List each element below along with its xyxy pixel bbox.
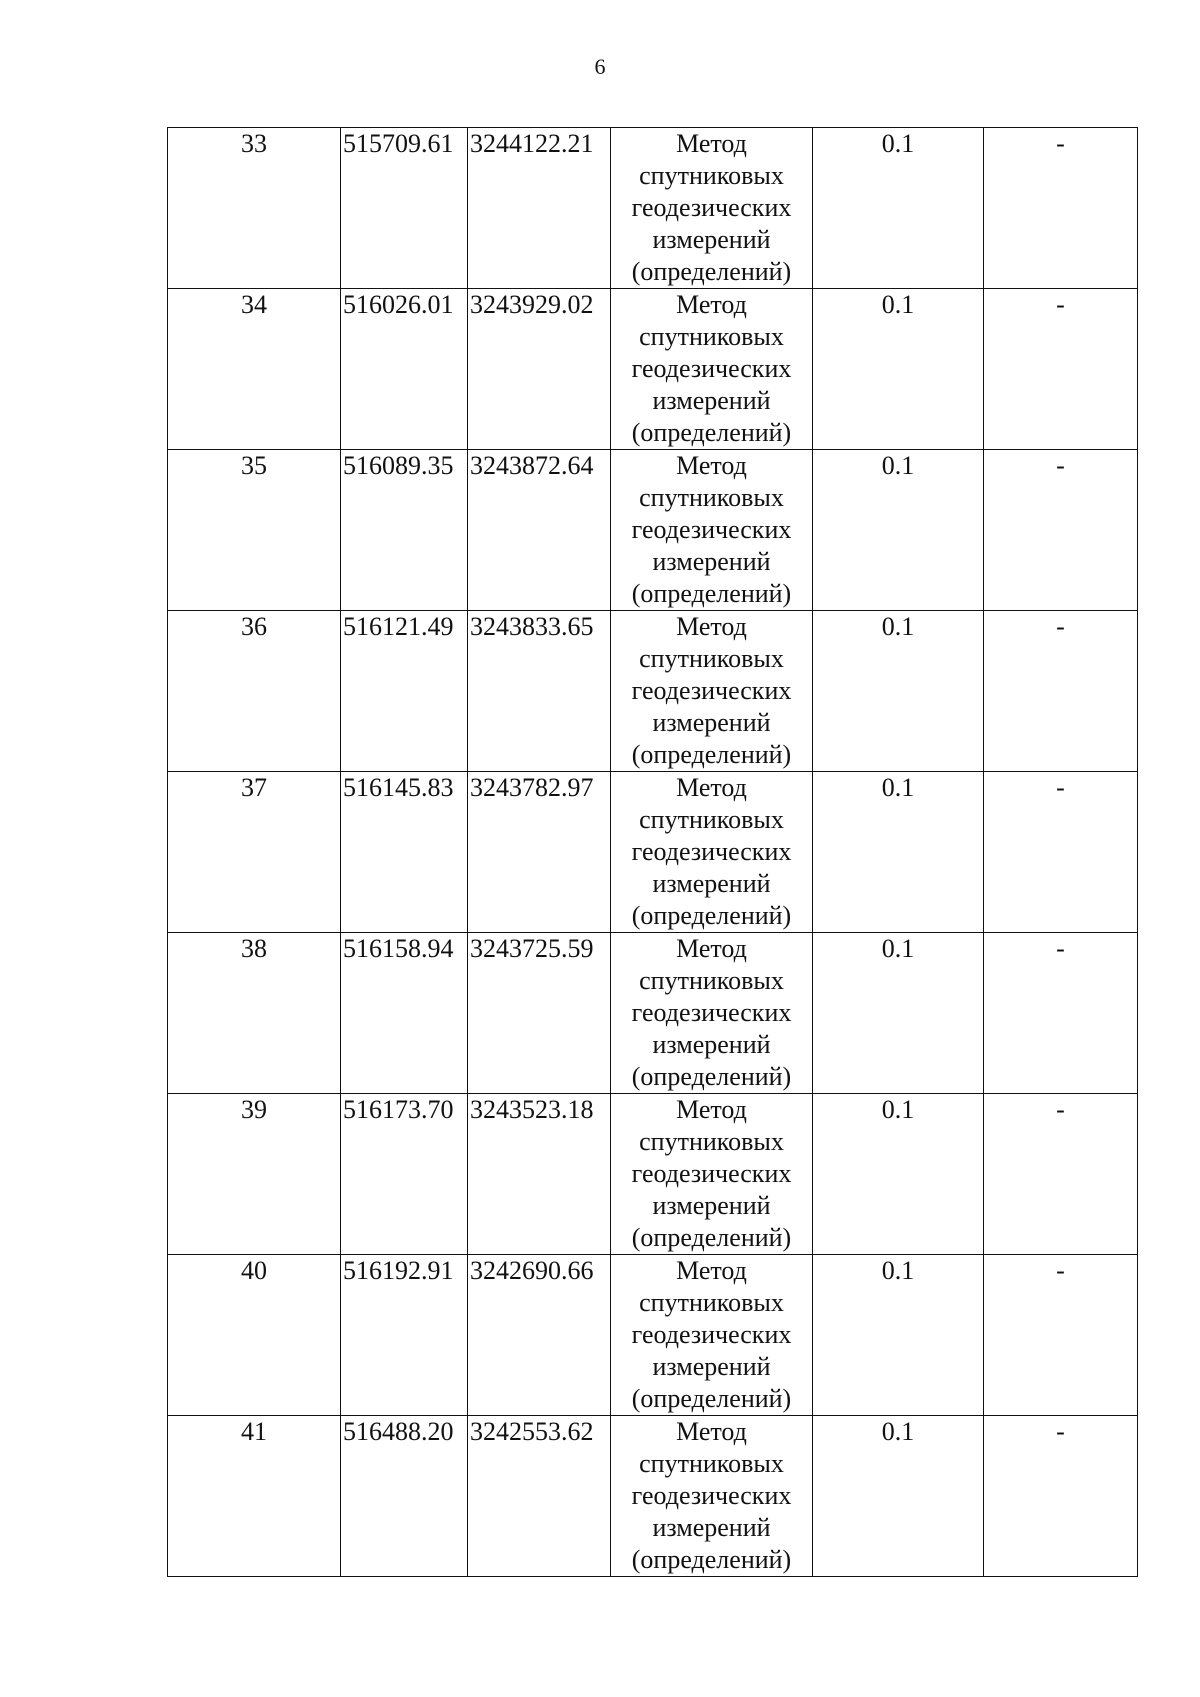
x-coordinate-cell: 515709.61 xyxy=(341,128,468,289)
table-row xyxy=(168,128,1138,289)
accuracy-cell: 0.1 xyxy=(813,450,984,611)
method-cell xyxy=(611,611,813,772)
method-line: спутниковых xyxy=(639,161,784,190)
method-line: геодезических xyxy=(631,837,792,866)
method-line: Метод xyxy=(676,451,747,480)
method-line: Метод xyxy=(676,290,747,319)
method-line: спутниковых xyxy=(639,1449,784,1478)
method-line: спутниковых xyxy=(639,1288,784,1317)
method-line: (определений) xyxy=(631,1223,792,1252)
point-number-cell: 38 xyxy=(168,933,341,1094)
point-number-cell: 37 xyxy=(168,772,341,933)
method-line: измерений xyxy=(652,225,771,254)
method-line: геодезических xyxy=(631,676,792,705)
note-cell: - xyxy=(984,1255,1138,1416)
point-number-cell: 39 xyxy=(168,1094,341,1255)
note-cell: - xyxy=(984,450,1138,611)
method-line: (определений) xyxy=(631,1545,792,1574)
note-cell: - xyxy=(984,1416,1138,1577)
method-line: спутниковых xyxy=(639,805,784,834)
point-number-cell: 34 xyxy=(168,289,341,450)
method-line: Метод xyxy=(676,1256,747,1285)
method-line: спутниковых xyxy=(639,483,784,512)
note-cell: - xyxy=(984,772,1138,933)
x-coordinate-cell: 516158.94 xyxy=(341,933,468,1094)
method-cell xyxy=(611,450,813,611)
method-line: Метод xyxy=(676,129,747,158)
method-cell xyxy=(611,1094,813,1255)
method-line: Метод xyxy=(676,934,747,963)
method-cell xyxy=(611,1416,813,1577)
x-coordinate-cell: 516089.35 xyxy=(341,450,468,611)
method-line: измерений xyxy=(652,547,771,576)
method-line: Метод xyxy=(676,612,747,641)
y-coordinate-cell: 3243782.97 xyxy=(468,772,611,933)
table-row xyxy=(168,1094,1138,1255)
method-cell xyxy=(611,933,813,1094)
method-line: измерений xyxy=(652,1191,771,1220)
accuracy-cell: 0.1 xyxy=(813,128,984,289)
point-number-cell: 36 xyxy=(168,611,341,772)
table-row xyxy=(168,1255,1138,1416)
method-line: геодезических xyxy=(631,1481,792,1510)
coordinates-table xyxy=(167,127,1138,1577)
x-coordinate-cell: 516192.91 xyxy=(341,1255,468,1416)
method-line: измерений xyxy=(652,386,771,415)
method-line: Метод xyxy=(676,1417,747,1446)
method-line: геодезических xyxy=(631,1159,792,1188)
point-number-cell: 33 xyxy=(168,128,341,289)
accuracy-cell: 0.1 xyxy=(813,611,984,772)
method-line: Метод xyxy=(676,773,747,802)
method-cell xyxy=(611,772,813,933)
table-row xyxy=(168,1416,1138,1577)
x-coordinate-cell: 516026.01 xyxy=(341,289,468,450)
table-row xyxy=(168,772,1138,933)
point-number-cell: 41 xyxy=(168,1416,341,1577)
y-coordinate-cell: 3243833.65 xyxy=(468,611,611,772)
method-line: (определений) xyxy=(631,740,792,769)
y-coordinate-cell: 3242553.62 xyxy=(468,1416,611,1577)
method-line: измерений xyxy=(652,869,771,898)
x-coordinate-cell: 516145.83 xyxy=(341,772,468,933)
y-coordinate-cell: 3242690.66 xyxy=(468,1255,611,1416)
table-row xyxy=(168,289,1138,450)
method-line: геодезических xyxy=(631,515,792,544)
accuracy-cell: 0.1 xyxy=(813,1255,984,1416)
method-line: геодезических xyxy=(631,354,792,383)
accuracy-cell: 0.1 xyxy=(813,933,984,1094)
x-coordinate-cell: 516488.20 xyxy=(341,1416,468,1577)
page-number: 6 xyxy=(594,54,606,79)
note-cell: - xyxy=(984,289,1138,450)
method-cell xyxy=(611,1255,813,1416)
method-line: (определений) xyxy=(631,1062,792,1091)
note-cell: - xyxy=(984,611,1138,772)
y-coordinate-cell: 3244122.21 xyxy=(468,128,611,289)
accuracy-cell: 0.1 xyxy=(813,1416,984,1577)
table-row xyxy=(168,450,1138,611)
table-row xyxy=(168,933,1138,1094)
y-coordinate-cell: 3243523.18 xyxy=(468,1094,611,1255)
method-line: (определений) xyxy=(631,901,792,930)
method-line: измерений xyxy=(652,1352,771,1381)
method-line: геодезических xyxy=(631,193,792,222)
method-line: измерений xyxy=(652,1513,771,1542)
method-line: (определений) xyxy=(631,418,792,447)
table-row xyxy=(168,611,1138,772)
method-line: (определений) xyxy=(631,579,792,608)
method-line: спутниковых xyxy=(639,966,784,995)
method-line: (определений) xyxy=(631,1384,792,1413)
method-cell xyxy=(611,289,813,450)
y-coordinate-cell: 3243929.02 xyxy=(468,289,611,450)
accuracy-cell: 0.1 xyxy=(813,772,984,933)
method-line: (определений) xyxy=(631,257,792,286)
y-coordinate-cell: 3243725.59 xyxy=(468,933,611,1094)
y-coordinate-cell: 3243872.64 xyxy=(468,450,611,611)
accuracy-cell: 0.1 xyxy=(813,289,984,450)
method-line: спутниковых xyxy=(639,1127,784,1156)
note-cell: - xyxy=(984,1094,1138,1255)
note-cell: - xyxy=(984,128,1138,289)
method-line: Метод xyxy=(676,1095,747,1124)
point-number-cell: 35 xyxy=(168,450,341,611)
method-cell xyxy=(611,128,813,289)
x-coordinate-cell: 516173.70 xyxy=(341,1094,468,1255)
x-coordinate-cell: 516121.49 xyxy=(341,611,468,772)
method-line: спутниковых xyxy=(639,322,784,351)
method-line: спутниковых xyxy=(639,644,784,673)
method-line: измерений xyxy=(652,1030,771,1059)
point-number-cell: 40 xyxy=(168,1255,341,1416)
method-line: геодезических xyxy=(631,1320,792,1349)
coordinates-table-body xyxy=(168,128,1138,1577)
accuracy-cell: 0.1 xyxy=(813,1094,984,1255)
method-line: геодезических xyxy=(631,998,792,1027)
method-line: измерений xyxy=(652,708,771,737)
note-cell: - xyxy=(984,933,1138,1094)
